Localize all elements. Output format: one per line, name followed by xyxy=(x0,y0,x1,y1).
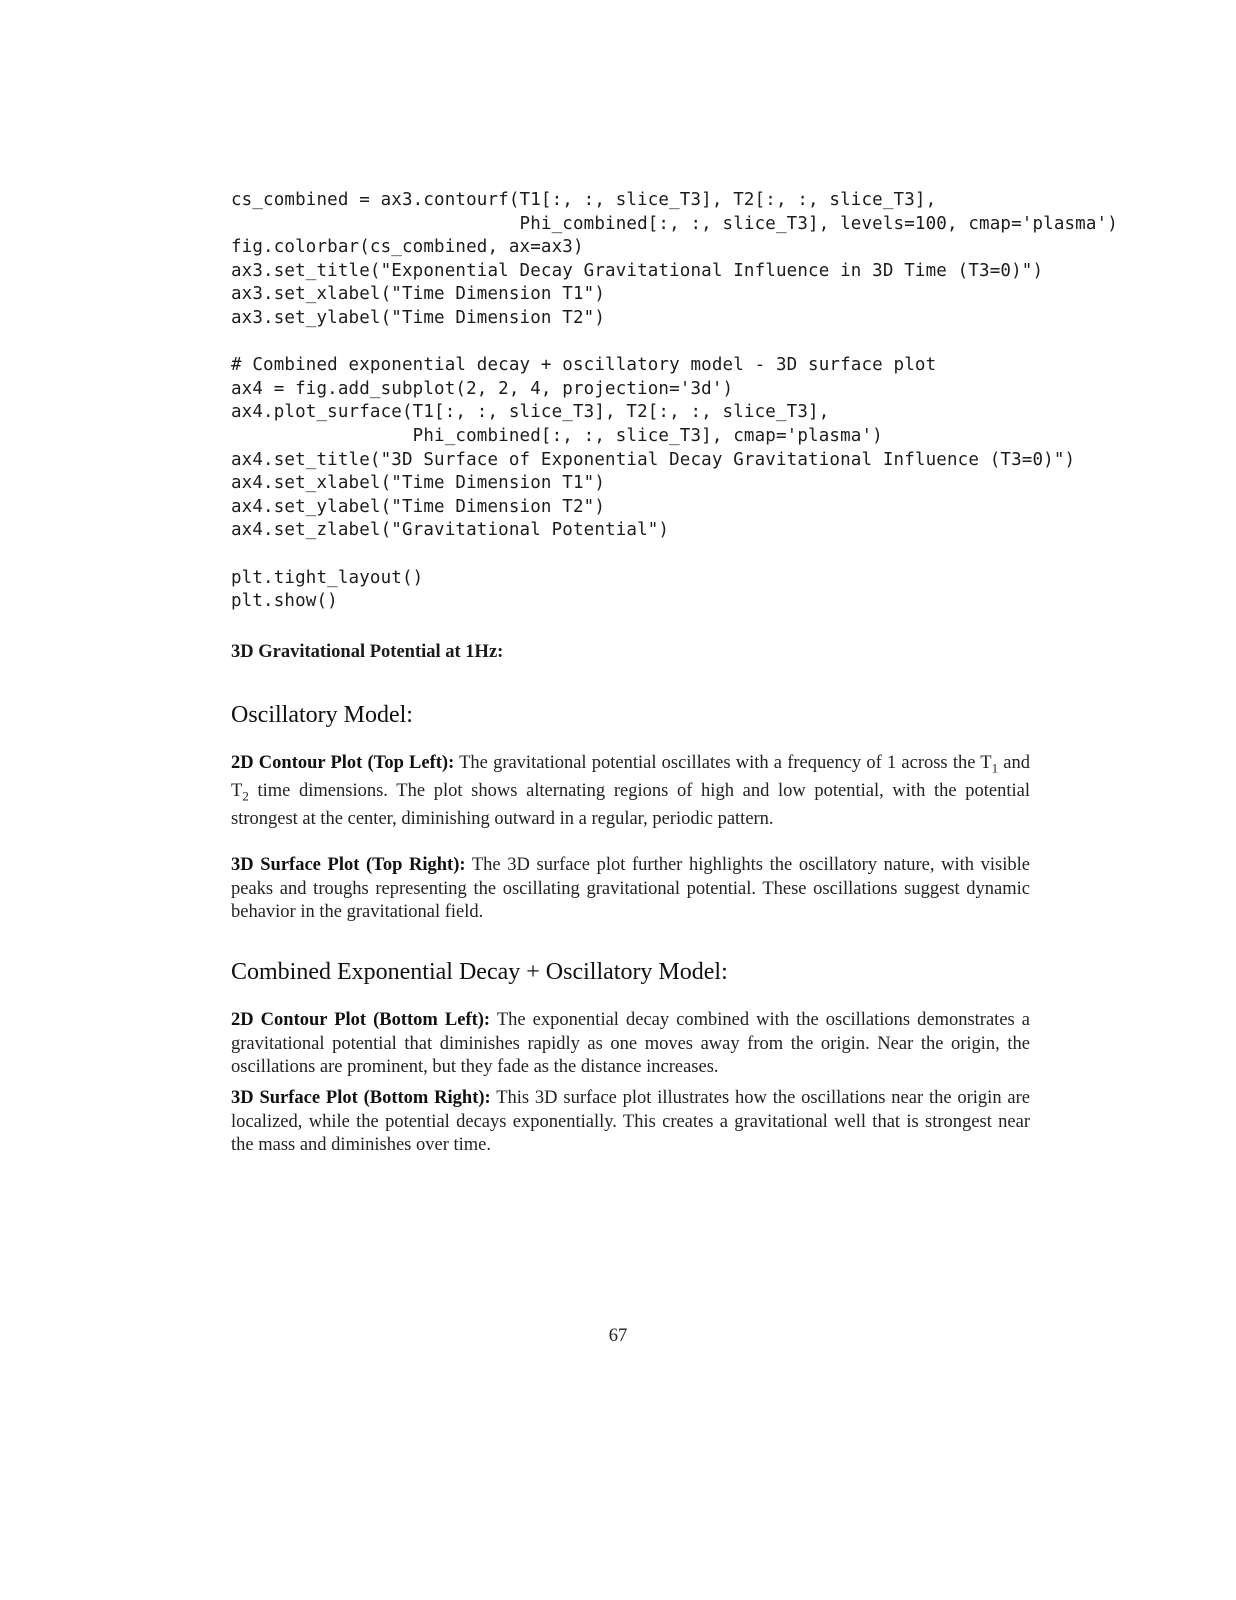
code-line xyxy=(231,331,1118,355)
code-line: ax4.set_zlabel("Gravitational Potential") xyxy=(231,520,670,541)
code-line: ax4.plot_surface(T1[:, :, slice_T3], T2[:, :, slice_T3], xyxy=(231,402,830,423)
code-line: ax3.set_ylabel("Time Dimension T2") xyxy=(231,307,606,328)
paragraph-label: 3D Surface Plot (Bottom Right): xyxy=(231,1088,491,1108)
code-line: # Combined exponential decay + oscillatory model - 3D surface plot xyxy=(231,355,937,376)
code-line xyxy=(231,543,1118,567)
code-line: Phi_combined[:, :, slice_T3], levels=100, cmap='plasma') xyxy=(231,213,1118,234)
subscript: 1 xyxy=(991,760,999,776)
paragraph-surface-bottom-right: 3D Surface Plot (Bottom Right): This 3D surface plot illustrates how the oscillations near the origin are localized, while the potential decays exponentially. This creates a gravitational well that is strongest near the mass and diminishes over time. xyxy=(231,1088,1030,1155)
code-line: fig.colorbar(cs_combined, ax=ax3) xyxy=(231,237,584,258)
section-title-oscillatory: Oscillatory Model: xyxy=(231,702,413,728)
paragraph-contour-bottom-left: 2D Contour Plot (Bottom Left): The exponential decay combined with the oscillations demonstrates a gravitational potential that diminishes rapidly as one moves away from the origin. Near the origin, the oscillations are prominent, but they fade as the distance increases. xyxy=(231,1010,1030,1077)
subheading: 3D Gravitational Potential at 1Hz: xyxy=(231,642,504,662)
code-line: plt.tight_layout() xyxy=(231,567,424,588)
subscript: 2 xyxy=(242,788,249,804)
code-line: ax4.set_xlabel("Time Dimension T1") xyxy=(231,473,606,494)
paragraph-surface-top-right: 3D Surface Plot (Top Right): The 3D surface plot further highlights the oscillatory nature, with visible peaks and troughs representing the oscillating gravitational potential. These oscillations suggest dynamic behavior in the gravitational field. xyxy=(231,855,1030,922)
paragraph-label: 2D Contour Plot (Bottom Left): xyxy=(231,1010,491,1030)
code-line: Phi_combined[:, :, slice_T3], cmap='plasma') xyxy=(231,425,883,446)
code-line: ax3.set_title("Exponential Decay Gravitational Influence in 3D Time (T3=0)") xyxy=(231,260,1044,281)
code-line: cs_combined = ax3.contourf(T1[:, :, slice_T3], T2[:, :, slice_T3], xyxy=(231,190,937,210)
code-line: plt.show() xyxy=(231,591,338,612)
code-line: ax3.set_xlabel("Time Dimension T1") xyxy=(231,284,606,305)
paragraph-label: 2D Contour Plot (Top Left): xyxy=(231,753,455,773)
paragraph-label: 3D Surface Plot (Top Right): xyxy=(231,855,466,875)
code-line: ax4 = fig.add_subplot(2, 2, 4, projection='3d') xyxy=(231,378,734,399)
page-number: 67 xyxy=(608,1326,628,1346)
paragraph-contour-top-left: 2D Contour Plot (Top Left): The gravitational potential oscillates with a frequency of 1 across the $T_1$ and $T_2$ time dimensions. The plot shows alternating regions of high and low potential, with the potential strongest at the center, diminishing outward in a regular, periodic pattern. xyxy=(231,753,1030,830)
code-line: ax4.set_ylabel("Time Dimension T2") xyxy=(231,496,606,517)
code-block xyxy=(231,189,1118,614)
code-line: ax4.set_title("3D Surface of Exponential Decay Gravitational Influence (T3=0)") xyxy=(231,449,1076,470)
section-title-combined: Combined Exponential Decay + Oscillatory Model: xyxy=(231,959,728,985)
